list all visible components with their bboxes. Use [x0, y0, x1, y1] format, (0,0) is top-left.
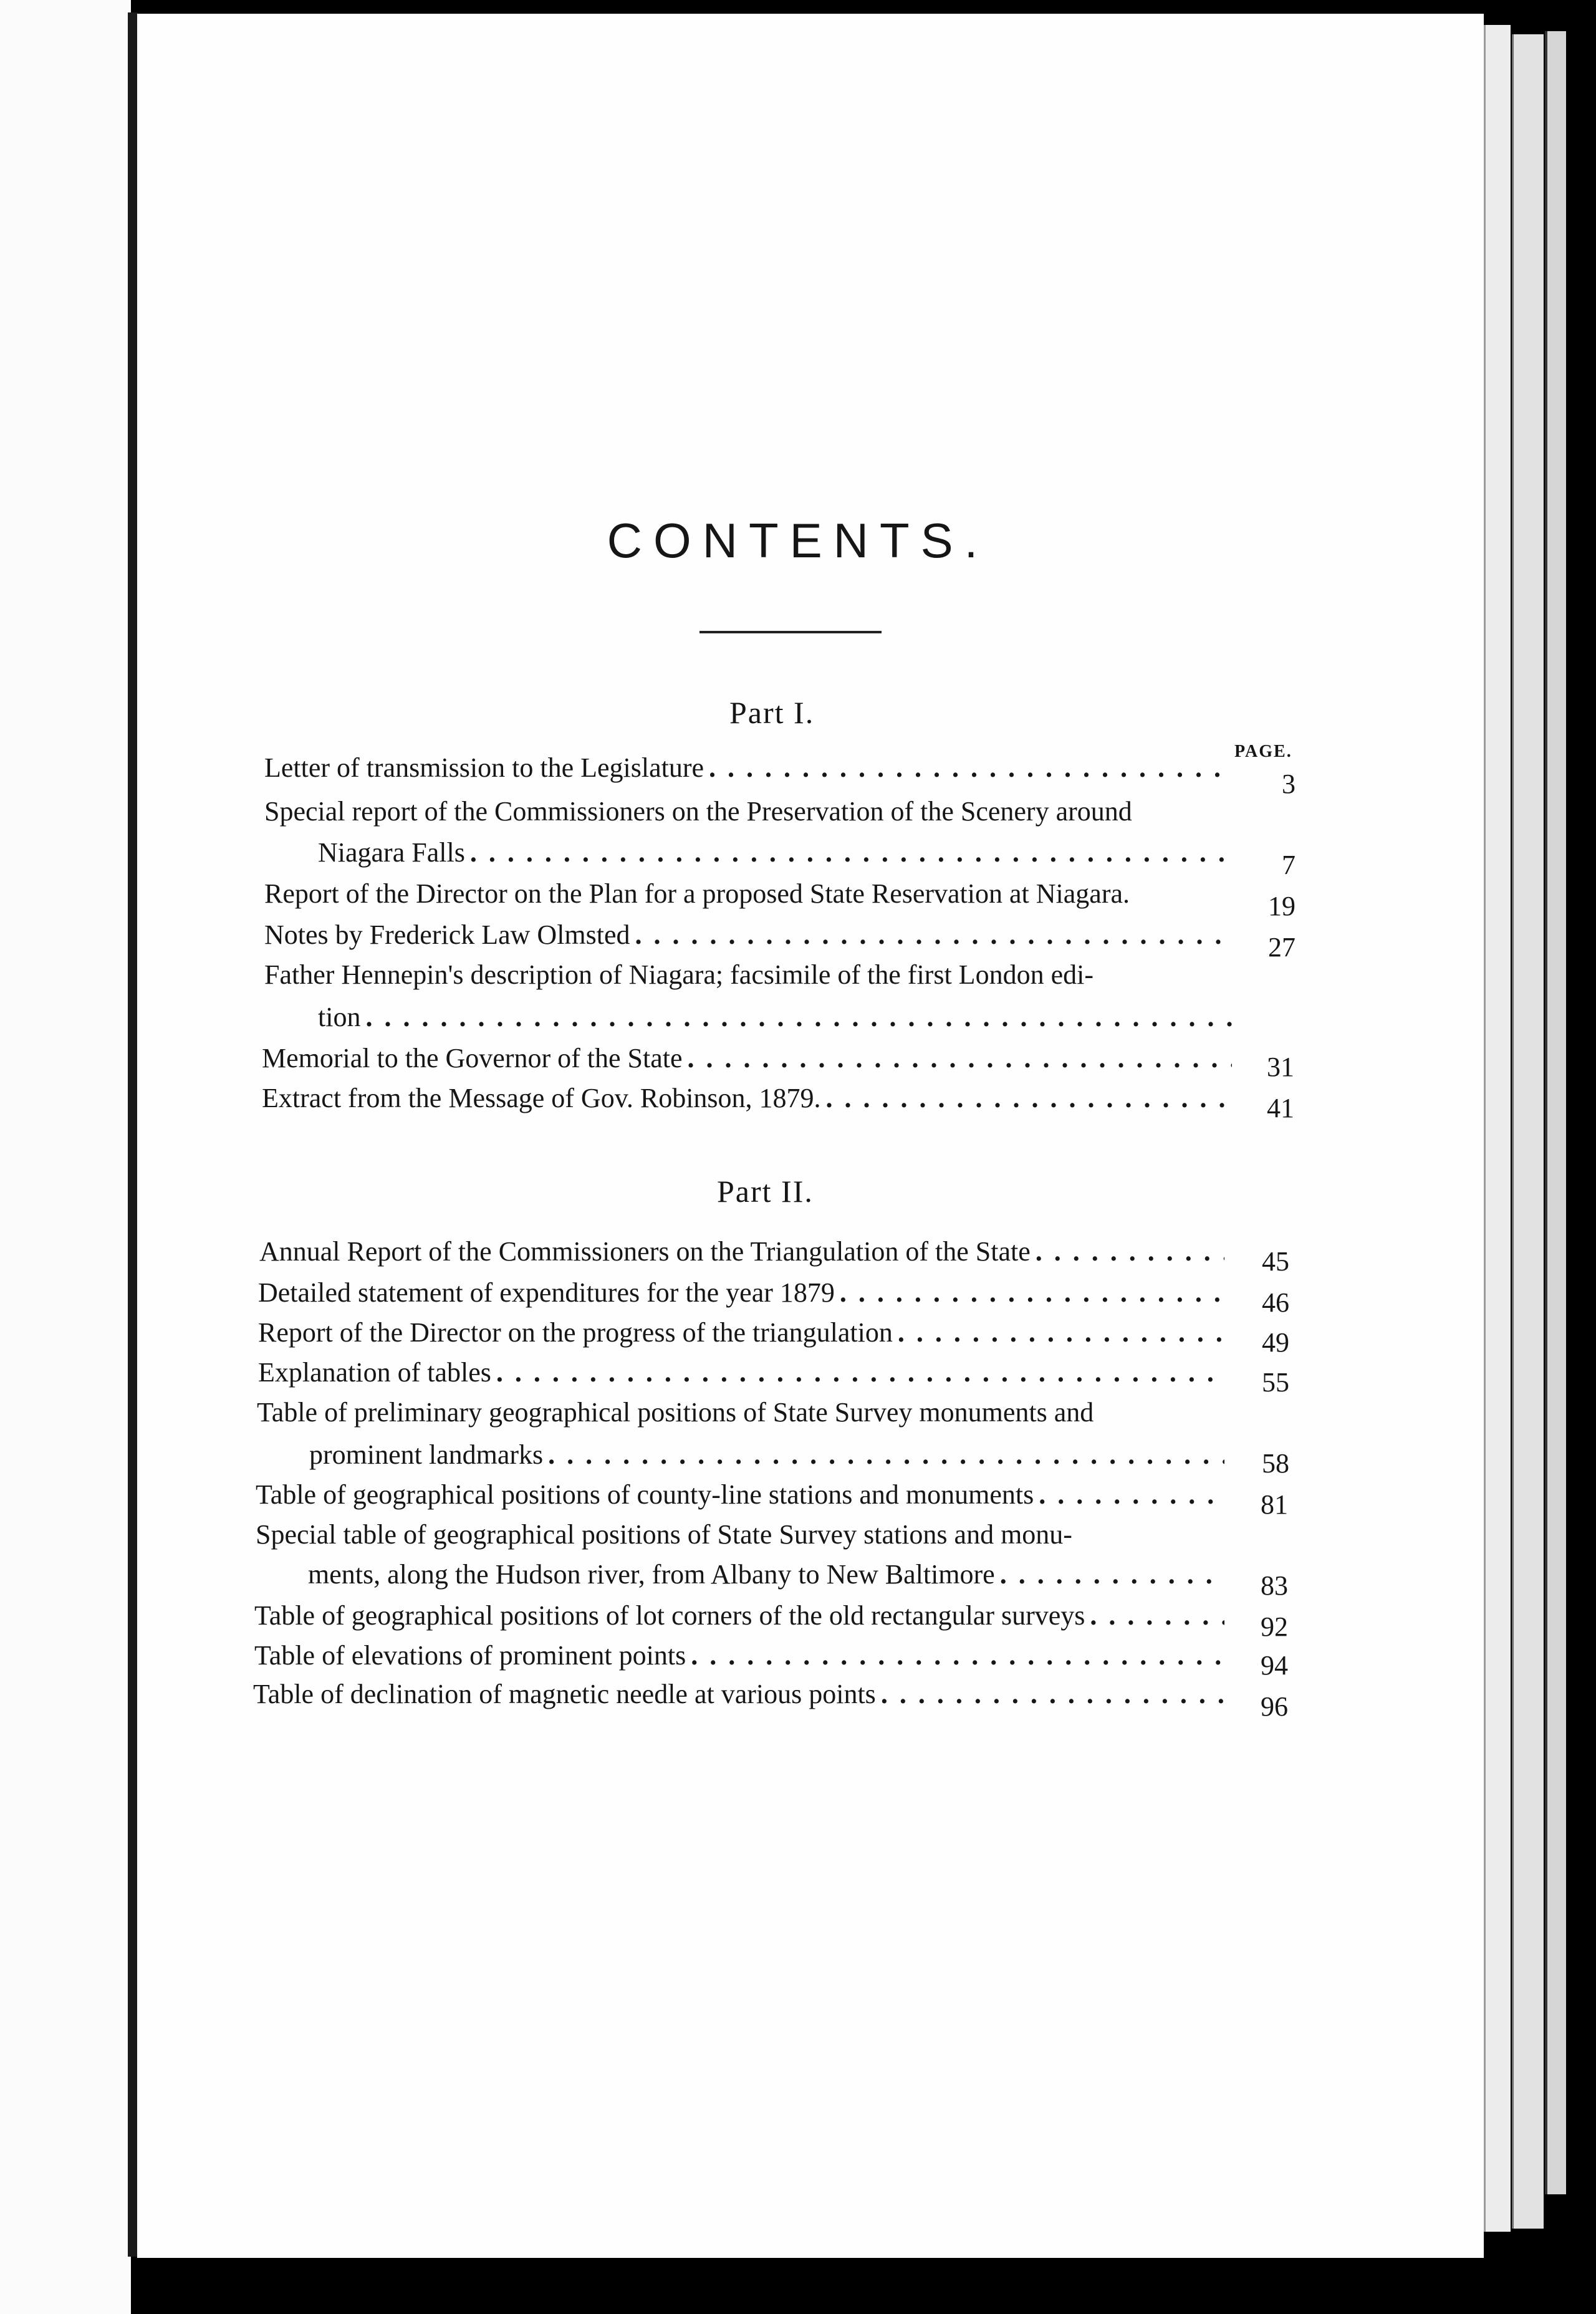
- page-stack-edge: [1545, 31, 1566, 2194]
- part-one-heading: Part I.: [729, 695, 815, 730]
- toc-entry-text: tion: [318, 1002, 361, 1032]
- toc-page-number: 41: [1267, 1093, 1294, 1123]
- toc-entry-text: Table of geographical positions of lot corners of the old rectangular surveys: [254, 1600, 1085, 1631]
- dot-leader: [709, 754, 1232, 782]
- toc-entry: [318, 1004, 1237, 1031]
- dot-leader: [548, 1441, 1224, 1469]
- toc-page-number: 96: [1261, 1691, 1288, 1722]
- dot-leader: [635, 921, 1232, 949]
- toc-entry-text: ments, along the Hudson river, from Albany to New Baltimore: [308, 1559, 995, 1590]
- page-title: CONTENTS.: [607, 513, 989, 568]
- toc-page-number: 49: [1262, 1327, 1289, 1358]
- toc-entry-text: Report of the Director on the progress of the triangulation: [258, 1317, 893, 1348]
- toc-entry: [264, 754, 1237, 782]
- toc-page-number: 31: [1267, 1052, 1294, 1082]
- toc-entry: [254, 1642, 1229, 1669]
- toc-entry: [262, 1045, 1237, 1072]
- toc-entry: [254, 1602, 1229, 1630]
- page-column-label: PAGE.: [1234, 742, 1292, 761]
- toc-entry: [258, 1319, 1229, 1347]
- toc-entry-text: Table of elevations of prominent points: [254, 1640, 686, 1671]
- toc-page-number: 83: [1261, 1570, 1288, 1601]
- toc-entry: [259, 1238, 1229, 1265]
- dot-leader: [1036, 1238, 1224, 1265]
- toc-entry-text: prominent landmarks: [309, 1439, 544, 1470]
- toc-page-number: 27: [1268, 932, 1296, 963]
- toc-entry: [308, 1561, 1229, 1588]
- toc-page-number: 55: [1262, 1367, 1289, 1398]
- dot-leader: [881, 1681, 1224, 1708]
- toc-page-number: 19: [1268, 891, 1296, 921]
- toc-entry-text: Letter of transmission to the Legislature: [264, 752, 704, 783]
- toc-page-number: 46: [1262, 1287, 1289, 1318]
- toc-page-number: 7: [1282, 850, 1296, 880]
- dot-leader: [898, 1319, 1224, 1347]
- toc-entry-text: Explanation of tables: [258, 1357, 491, 1388]
- toc-page-number: 3: [1282, 769, 1296, 799]
- toc-entry: [258, 1279, 1229, 1307]
- dot-leader: [691, 1642, 1224, 1669]
- toc-entry: [258, 1359, 1229, 1386]
- page-stack-edge: [1512, 34, 1544, 2229]
- toc-page-number: 45: [1262, 1246, 1289, 1277]
- dot-leader: [1090, 1602, 1224, 1630]
- toc-entry-text: Special report of the Commissioners on the Preservation of the Scenery around: [264, 796, 1132, 827]
- toc-page-number: 81: [1261, 1489, 1288, 1520]
- toc-entry-text: Report of the Director on the Plan for a proposed State Reservation at Niagara.: [264, 878, 1130, 909]
- toc-page-number: 58: [1262, 1448, 1289, 1479]
- dot-leader: [1000, 1561, 1224, 1588]
- toc-entry-text: Table of declination of magnetic needle at various points: [253, 1679, 876, 1709]
- toc-entry: [309, 1441, 1229, 1469]
- toc-entry-text: Memorial to the Governor of the State: [262, 1043, 683, 1073]
- dot-leader: [470, 839, 1232, 867]
- toc-entry: [256, 1481, 1229, 1509]
- toc-entry-text: Notes by Frederick Law Olmsted: [264, 919, 630, 950]
- toc-entry-text: Detailed statement of expenditures for the year 1879: [258, 1277, 835, 1308]
- toc-entry: [253, 1681, 1229, 1708]
- dot-leader: [496, 1359, 1224, 1386]
- dot-leader: [365, 1004, 1232, 1031]
- toc-entry-text: Niagara Falls: [318, 837, 465, 868]
- toc-entry: [318, 839, 1237, 867]
- toc-page-number: 92: [1261, 1611, 1288, 1642]
- toc-entry-text: Extract from the Message of Gov. Robinson, 1879.: [262, 1083, 821, 1113]
- dot-leader: [687, 1045, 1232, 1072]
- toc-entry: [262, 1085, 1237, 1112]
- toc-entry-text: Table of geographical positions of county-line stations and monuments: [256, 1479, 1034, 1510]
- dot-leader: [1039, 1481, 1224, 1509]
- toc-entry: [264, 921, 1237, 949]
- toc-entry-text: Special table of geographical positions of State Survey stations and monu-: [256, 1519, 1072, 1550]
- title-divider: [699, 631, 882, 633]
- dot-leader: [826, 1085, 1232, 1112]
- toc-entry-text: Table of preliminary geographical positions of State Survey monuments and: [257, 1397, 1094, 1428]
- toc-page-number: 94: [1261, 1650, 1288, 1681]
- book-page: [137, 14, 1484, 2258]
- book-binding: [128, 12, 138, 2257]
- part-two-heading: Part II.: [717, 1174, 814, 1209]
- page-stack-edge: [1484, 25, 1511, 2232]
- toc-entry-text: Father Hennepin's description of Niagara; facsimile of the first London edi-: [264, 959, 1094, 990]
- toc-entry-text: Annual Report of the Commissioners on the Triangulation of the State: [259, 1236, 1031, 1267]
- facing-page-edge: [0, 0, 131, 2314]
- dot-leader: [840, 1279, 1224, 1307]
